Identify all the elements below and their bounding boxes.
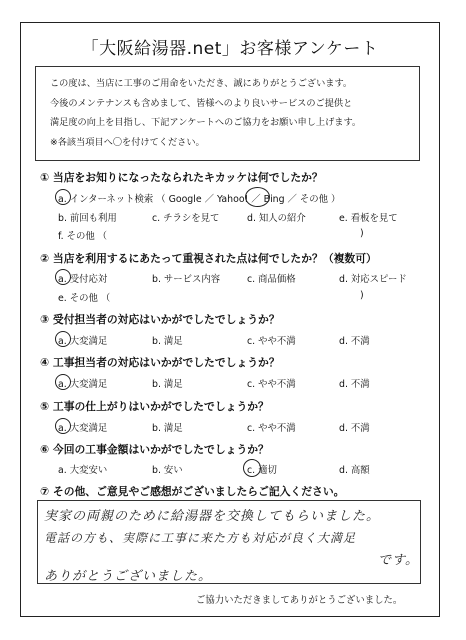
q1-option-d[interactable]: d. 知人の紹介 <box>247 213 306 224</box>
intro-line: 満足度の向上を目指し、下記アンケートへのご協力をお願い申し上げます。 <box>50 117 362 128</box>
q1-option-f[interactable]: f. その他 （ <box>58 231 108 242</box>
comment-line: ありがとうございました。 <box>44 569 213 584</box>
q5-option-d[interactable]: d. 不満 <box>339 423 370 434</box>
q3-selected-circle <box>55 331 71 347</box>
intro-box <box>35 66 420 161</box>
comment-line: 実家の両親のために給湯器を交換してもらいました。 <box>44 509 381 524</box>
question-6-title: ⑥ 今回の工事金額はいかがでしたでしょうか？ <box>40 443 269 456</box>
q3-option-d[interactable]: d. 不満 <box>339 336 370 347</box>
q1-option-b[interactable]: b. 前回も利用 <box>58 213 117 224</box>
q1-option-c[interactable]: c. チラシを見て <box>152 213 220 224</box>
q2-option-e[interactable]: e. その他 （ <box>58 293 111 304</box>
question-4-title: ④ 工事担当者の対応はいかがでしたでしょうか？ <box>40 356 280 369</box>
q6-option-c[interactable]: c. 適切 <box>247 465 277 476</box>
q6-option-d[interactable]: d. 高額 <box>339 465 370 476</box>
q6-option-b[interactable]: b. 安い <box>152 465 183 476</box>
q4-option-c[interactable]: c. やや不満 <box>247 379 296 390</box>
q1-selected-circle-yahoo <box>245 187 270 207</box>
q3-option-a[interactable]: a. 大変満足 <box>58 336 108 347</box>
q2-selected-circle <box>55 269 71 285</box>
question-5-title: ⑤ 工事の仕上がりはいかがでしたでしょうか？ <box>40 400 269 413</box>
q4-selected-circle <box>55 374 71 390</box>
q4-option-d[interactable]: d. 不満 <box>339 379 370 390</box>
q5-option-c[interactable]: c. やや不満 <box>247 423 296 434</box>
q5-option-b[interactable]: b. 満足 <box>152 423 183 434</box>
q2-option-e-close: ) <box>360 290 364 301</box>
question-2-title: ② 当店を利用するにあたって重視された点は何でしたか？（複数可） <box>40 252 377 265</box>
q4-option-a[interactable]: a. 大変満足 <box>58 379 108 390</box>
q1-option-f-close: ) <box>360 228 364 239</box>
q2-option-a[interactable]: a. 受付応対 <box>58 274 108 285</box>
intro-line: この度は、当店に工事のご用命をいただき、誠にありがとうございます。 <box>50 78 353 89</box>
q1-selected-circle-a <box>55 189 71 205</box>
q4-option-b[interactable]: b. 満足 <box>152 379 183 390</box>
intro-line: 今後のメンテナンスも含めまして、皆様へのより良いサービスのご提供と <box>50 97 353 109</box>
q3-option-b[interactable]: b. 満足 <box>152 336 183 347</box>
q2-option-b[interactable]: b. サービス内容 <box>152 274 221 285</box>
question-1-title: ① 当店をお知りになったなられたキカッケは何でしたか？ <box>40 171 323 184</box>
footer-thanks: ご協力いただきましてありがとうございました。 <box>196 595 403 606</box>
q3-option-c[interactable]: c. やや不満 <box>247 336 296 347</box>
q2-option-c[interactable]: c. 商品価格 <box>247 274 296 285</box>
q1-option-e[interactable]: e. 看板を見て <box>339 213 398 224</box>
q5-option-a[interactable]: a. 大変満足 <box>58 423 108 434</box>
q5-selected-circle <box>55 418 71 434</box>
comment-line: 電話の方も、実際に工事に来た方も対応が良く大満足 <box>44 531 357 545</box>
q2-option-d[interactable]: d. 対応スピード <box>339 274 407 285</box>
question-3-title: ③ 受付担当者の対応はいかがでしたでしょうか？ <box>40 313 280 326</box>
q1-option-a[interactable]: a. インターネット検索 （ Google ／ Yahoo! ／ Bing ／ その他 ） <box>58 194 341 205</box>
q6-selected-circle <box>243 459 261 477</box>
question-7-title: ⑦ その他、ご意見やご感想がございましたらご記入ください。 <box>40 485 345 498</box>
survey-title: 「大阪給湯器.net」お客様アンケート <box>81 39 379 59</box>
intro-line: ※各該当項目へ〇を付けてください。 <box>50 136 205 148</box>
comment-line: です。 <box>378 553 419 568</box>
q6-option-a[interactable]: a. 大変安い <box>58 465 108 476</box>
